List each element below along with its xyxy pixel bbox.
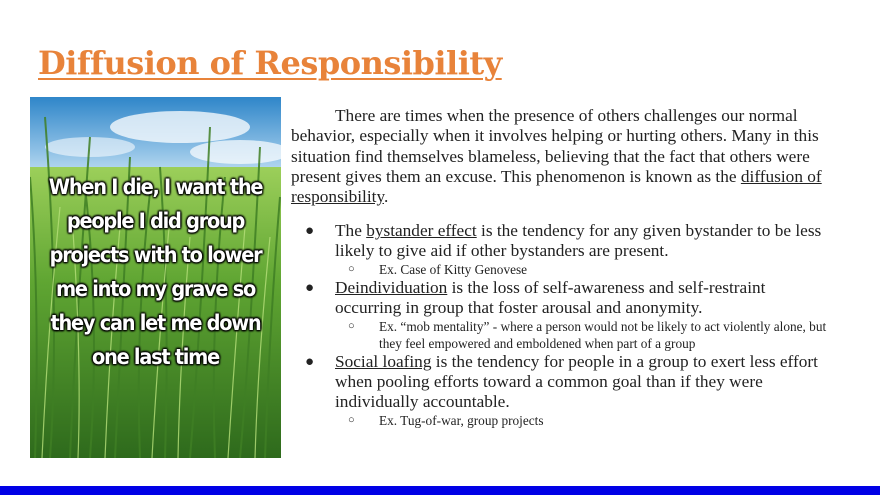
sub-text: Ex. Case of Kitty Genovese bbox=[379, 262, 528, 278]
sub-item bbox=[335, 412, 831, 429]
bullet-item bbox=[291, 352, 831, 429]
intro-term: diffusion of responsibility bbox=[291, 166, 822, 207]
bullet-text: is the loss of self-awareness and self-restraint occurring in group that foster arousal and anonymity. bbox=[335, 278, 766, 318]
sub-list bbox=[335, 261, 831, 278]
bullet-text: is the tendency for any given bystander to be less likely to give aid if other bystanders are present. bbox=[335, 221, 822, 261]
sub-list bbox=[335, 412, 831, 429]
intro-end: . bbox=[383, 187, 389, 207]
hollow-bullet-icon: ○ bbox=[348, 414, 355, 427]
intro-paragraph bbox=[291, 106, 831, 207]
bottom-accent-bar bbox=[0, 486, 880, 495]
hollow-bullet-icon: ○ bbox=[348, 263, 355, 276]
bullet-dot-icon: ● bbox=[305, 354, 315, 371]
meme-caption: When I die, I want the people I did group projects with to lower me into my grave so they can let me down one last time bbox=[48, 175, 263, 370]
slide-body bbox=[291, 106, 831, 429]
bullet-text: is the tendency for people in a group to exert less effort when pooling efforts toward a common goal than if they were individually accountable. bbox=[335, 352, 818, 412]
bullet-term: bystander effect bbox=[366, 221, 477, 241]
slide-title: Diffusion of Responsibility bbox=[38, 44, 502, 82]
intro-text: There are times when the presence of others challenges our normal behavior, especially when it involves helping or hurting others. Many in this situation find themselves blameless, believing that the fact that others were present gives them an excuse. This phenomenon is known as the bbox=[291, 106, 819, 186]
sub-item bbox=[335, 261, 831, 278]
sub-text: Ex. “mob mentality” - where a person would not be likely to act violently alone, but they feel empowered and emboldened when part of a group bbox=[379, 319, 827, 352]
bullet-term: Social loafing bbox=[335, 352, 432, 372]
sub-list bbox=[335, 318, 831, 352]
bullet-pre: The bbox=[335, 221, 367, 241]
meme-image bbox=[30, 97, 281, 458]
bullet-term: Deindividuation bbox=[335, 278, 448, 298]
sub-text: Ex. Tug-of-war, group projects bbox=[379, 413, 544, 429]
bullet-item bbox=[291, 278, 831, 352]
bullet-dot-icon: ● bbox=[305, 223, 315, 240]
bullet-list bbox=[291, 221, 831, 429]
hollow-bullet-icon: ○ bbox=[348, 320, 355, 333]
bullet-item bbox=[291, 221, 831, 278]
bullet-dot-icon: ● bbox=[305, 280, 315, 297]
sub-item bbox=[335, 318, 831, 352]
